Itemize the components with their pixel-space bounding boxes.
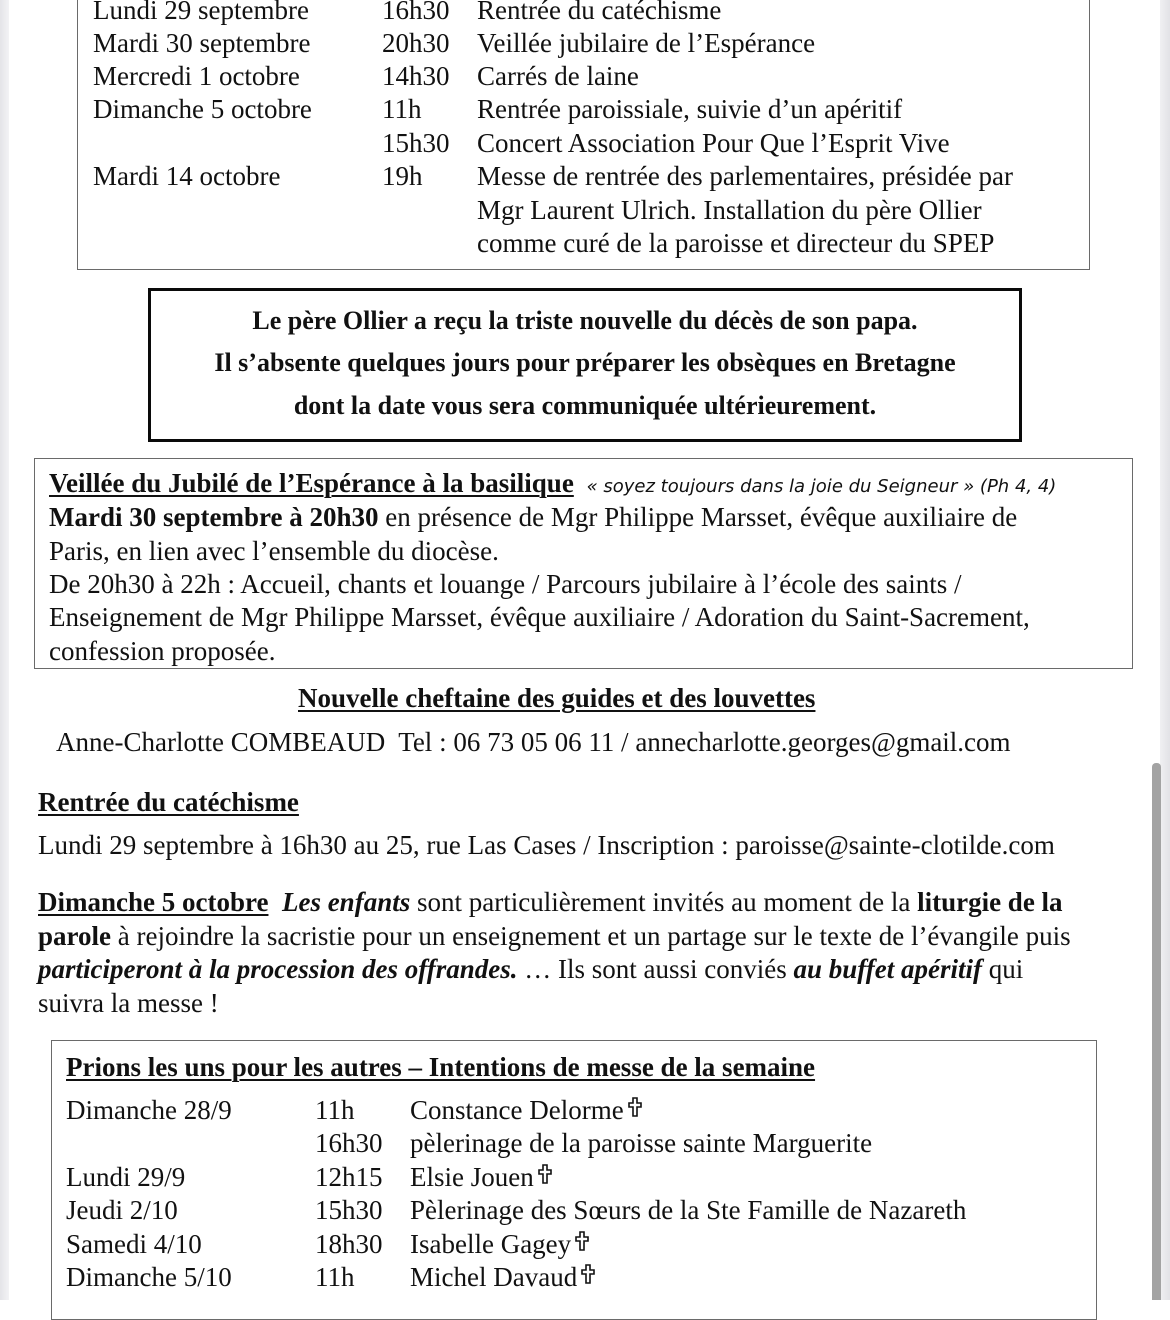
intention-text bbox=[410, 1228, 589, 1261]
schedule-day: Mardi 30 septembre bbox=[93, 28, 311, 58]
schedule-time: 14h30 bbox=[382, 61, 450, 91]
right-page-edge bbox=[1160, 0, 1170, 1300]
cheftaine-title: Nouvelle cheftaine des guides et des louvettes bbox=[298, 683, 816, 713]
intention-day: Samedi 4/10 bbox=[66, 1229, 202, 1259]
schedule-event: Rentrée du catéchisme bbox=[477, 0, 722, 25]
enfants-bold: liturgie de la bbox=[917, 887, 1063, 917]
intention-time: 11h bbox=[315, 1262, 355, 1292]
schedule-time: 11h bbox=[382, 94, 422, 124]
enfants-text: … Ils sont aussi conviés bbox=[517, 954, 794, 984]
enfants-bolditalic: au buffet apéritif bbox=[793, 954, 983, 984]
announcement-line: Le père Ollier a reçu la triste nouvelle du décès de son papa. bbox=[252, 306, 918, 335]
intention-day: Dimanche 28/9 bbox=[66, 1095, 232, 1125]
announcement-line: dont la date vous sera communiquée ultérieurement. bbox=[293, 391, 877, 420]
intention-day: Dimanche 5/10 bbox=[66, 1262, 232, 1292]
schedule-event: Mgr Laurent Ulrich. Installation du père Ollier bbox=[477, 195, 982, 225]
veillee-line: Paris, en lien avec l’ensemble du diocèse. bbox=[49, 536, 499, 566]
intention-name: Constance Delorme bbox=[410, 1095, 624, 1125]
schedule-day: Lundi 29 septembre bbox=[93, 0, 309, 25]
intention-text: Pèlerinage des Sœurs de la Ste Famille de Nazareth bbox=[410, 1195, 967, 1225]
schedule-day: Mardi 14 octobre bbox=[93, 161, 281, 191]
intention-time: 15h30 bbox=[315, 1195, 383, 1225]
intention-time: 12h15 bbox=[315, 1162, 383, 1192]
cross-icon bbox=[575, 1231, 589, 1251]
catechisme-title: Rentrée du catéchisme bbox=[38, 787, 299, 817]
schedule-event: comme curé de la paroisse et directeur du SPEP bbox=[477, 228, 995, 258]
intention-text: pèlerinage de la paroisse sainte Marguerite bbox=[410, 1128, 873, 1158]
intention-day: Jeudi 2/10 bbox=[66, 1195, 178, 1225]
veillee-title: Veillée du Jubilé de l’Espérance à la basilique bbox=[49, 468, 574, 498]
intention-text bbox=[410, 1094, 642, 1127]
enfants-date: Dimanche 5 octobre bbox=[38, 887, 269, 917]
veillee-line: confession proposée. bbox=[49, 636, 276, 666]
schedule-event: Concert Association Pour Que l’Esprit Vive bbox=[477, 128, 950, 158]
schedule-event: Veillée jubilaire de l’Espérance bbox=[477, 28, 816, 58]
enfants-line bbox=[38, 920, 1071, 954]
enfants-line bbox=[38, 953, 1023, 987]
intentions-title: Prions les uns pour les autres – Intentions de messe de la semaine bbox=[66, 1052, 816, 1082]
veillee-line: De 20h30 à 22h : Accueil, chants et louange / Parcours jubilaire à l’école des saints / bbox=[49, 569, 962, 599]
intention-name: Michel Davaud bbox=[410, 1262, 578, 1292]
left-page-edge bbox=[0, 0, 9, 1300]
schedule-time: 15h30 bbox=[382, 128, 450, 158]
enfants-text: qui bbox=[982, 954, 1024, 984]
announcement-box bbox=[148, 288, 1022, 442]
schedule-event: Messe de rentrée des parlementaires, présidée par bbox=[477, 161, 1013, 191]
enfants-bolditalic: participeront à la procession des offrandes. bbox=[38, 954, 518, 984]
veillee-date: Mardi 30 septembre à 20h30 bbox=[49, 502, 379, 532]
intention-text bbox=[410, 1161, 552, 1194]
veillee-line bbox=[49, 501, 1017, 535]
enfants-line: suivra la messe ! bbox=[38, 988, 219, 1018]
cross-icon bbox=[538, 1164, 552, 1184]
enfants-bold: parole bbox=[38, 921, 111, 951]
veillee-heading bbox=[49, 467, 1056, 504]
veillee-text: en présence de Mgr Philippe Marsset, évêque auxiliaire de bbox=[378, 502, 1018, 532]
schedule-day: Dimanche 5 octobre bbox=[93, 94, 312, 124]
veillee-quote: « soyez toujours dans la joie du Seigneur » (Ph 4, 4) bbox=[586, 476, 1057, 497]
schedule-event: Carrés de laine bbox=[477, 61, 639, 91]
enfants-text: sont particulièrement invités au moment de la bbox=[410, 887, 918, 917]
intention-name: Elsie Jouen bbox=[410, 1162, 534, 1192]
intention-time: 16h30 bbox=[315, 1128, 383, 1158]
schedule-event: Rentrée paroissiale, suivie d’un apéritif bbox=[477, 94, 903, 124]
schedule-time: 16h30 bbox=[382, 0, 450, 25]
intention-time: 11h bbox=[315, 1095, 355, 1125]
enfants-line bbox=[38, 886, 1063, 920]
intention-text bbox=[410, 1261, 595, 1294]
veillee-box bbox=[34, 458, 1133, 669]
enfants-subject: Les enfants bbox=[281, 887, 411, 917]
catechisme-text: Lundi 29 septembre à 16h30 au 25, rue Las Cases / Inscription : paroisse@sainte-clotilde.com bbox=[38, 830, 1055, 860]
announcement-line: Il s’absente quelques jours pour préparer les obsèques en Bretagne bbox=[214, 348, 956, 377]
intention-day: Lundi 29/9 bbox=[66, 1162, 186, 1192]
vertical-scrollbar[interactable] bbox=[1152, 763, 1161, 1300]
enfants-text: à rejoindre la sacristie pour un enseignement et un partage sur le texte de l’évangile puis bbox=[111, 921, 1071, 951]
schedule-time: 20h30 bbox=[382, 28, 450, 58]
schedule-time: 19h bbox=[382, 161, 423, 191]
intention-name: Isabelle Gagey bbox=[410, 1229, 572, 1259]
cheftaine-contact: Anne-Charlotte COMBEAUD Tel : 06 73 05 06 11 / annecharlotte.georges@gmail.com bbox=[56, 727, 1011, 757]
veillee-line: Enseignement de Mgr Philippe Marsset, évêque auxiliaire / Adoration du Saint-Sacrement, bbox=[49, 602, 1030, 632]
schedule-day: Mercredi 1 octobre bbox=[93, 61, 300, 91]
cross-icon bbox=[581, 1264, 595, 1284]
intention-time: 18h30 bbox=[315, 1229, 383, 1259]
cross-icon bbox=[628, 1097, 642, 1117]
